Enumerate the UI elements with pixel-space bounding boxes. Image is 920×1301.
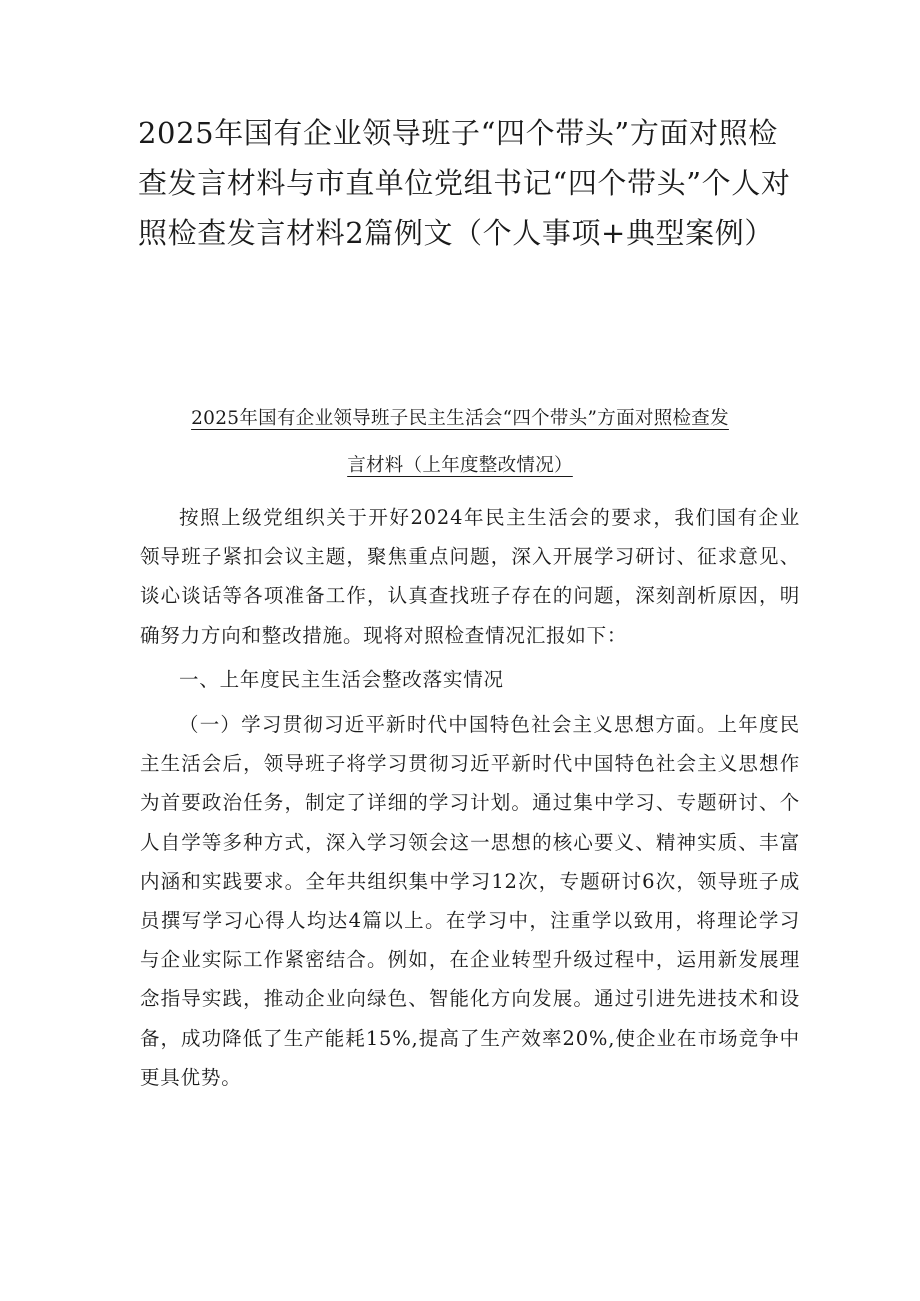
intro-paragraph: 按照上级党组织关于开好2024年民主生活会的要求，我们国有企业领导班子紧扣会议主题，聚焦重点问题，深入开展学习研讨、征求意见、谈心谈话等各项准备工作，认真查找班子存在的问题，深刻剖析原因，明确努力方向和整改措施。现将对照检查情况汇报如下：: [140, 506, 800, 647]
item-1-paragraph: （一）学习贯彻习近平新时代中国特色社会主义思想方面。上年度民主生活会后，领导班子将学习贯彻习近平新时代中国特色社会主义思想作为首要政治任务，制定了详细的学习计划。通过集中学习、专题研讨、个人自学等多种方式，深入学习领会这一思想的核心要义、精神实质、丰富内涵和实践要求。全年共组织集中学习12次，专题研讨6次，领导班子成员撰写学习心得人均达4篇以上。在学习中，注重学以致用，将理论学习与企业实际工作紧密结合。例如，在企业转型升级过程中，运用新发展理念指导实践，推动企业向绿色、智能化方向发展。通过引进先进技术和设备，成功降低了生产能耗15%,提高了生产效率20%,使企业在市场竞争中更具优势。: [140, 713, 800, 1089]
section-title-line-2: 言材料（上年度整改情况）: [347, 455, 573, 476]
document-body: [140, 498, 800, 1101]
document-title: 2025年国有企业领导班子“四个带头”方面对照检查发言材料与市直单位党组书记“四个带头”个人对照检查发言材料2篇例文（个人事项+典型案例）: [138, 116, 791, 250]
section-title-line-1: 2025年国有企业领导班子民主生活会“四个带头”方面对照检查发: [191, 408, 729, 429]
section-heading-1: 一、上年度民主生活会整改落实情况: [179, 667, 504, 691]
